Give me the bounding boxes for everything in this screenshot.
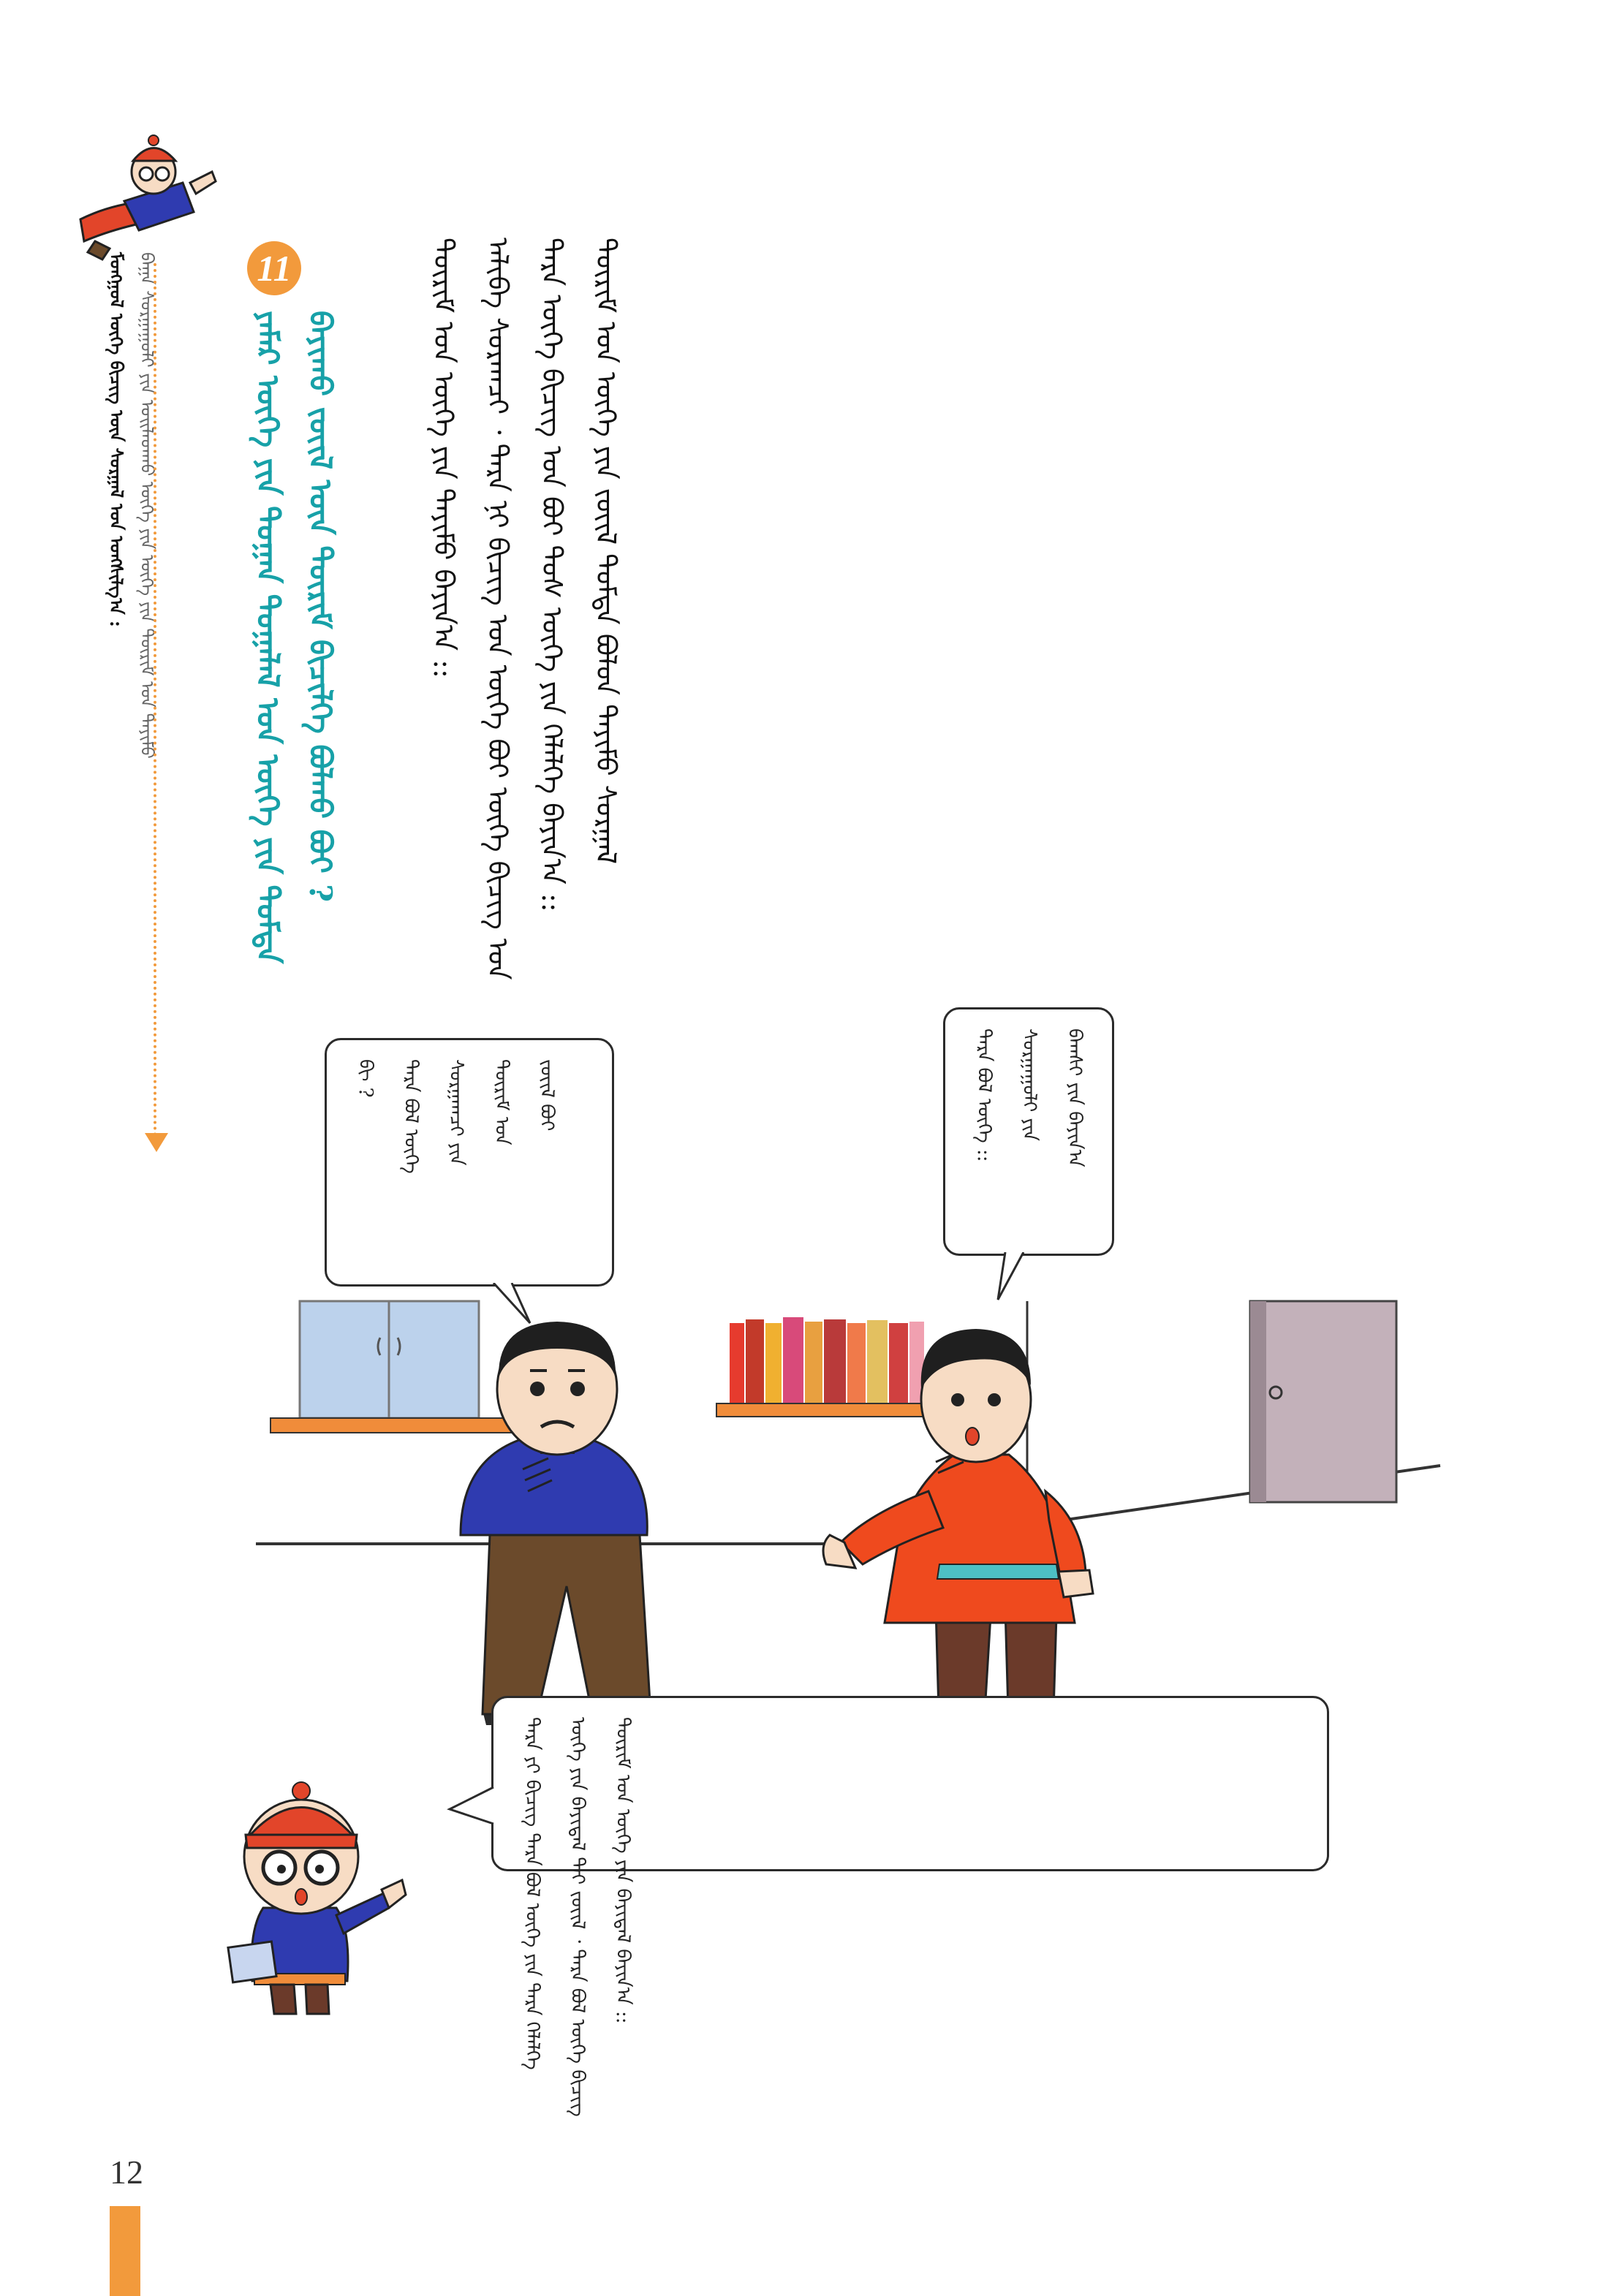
header-dotted-line xyxy=(154,263,156,1137)
body-line: ᠠᠯᠢᠪᠠ ᠰᠤᠷᠠᠭᠴᠢ ᠂ ᠲᠡᠷᠡ ᠨᠢ ᠪᠢᠴᠢᠭ᠌ ᠤᠨ ᠦᠭᠡ ᠪᠤᠢ ᠦᠭᠡ ᠪᠢᠴᠢᠭ᠌ ᠤᠨ xyxy=(482,238,514,980)
bubble-line: ᠪᠢ ? xyxy=(355,1059,377,1098)
student-speech-bubble xyxy=(943,1007,1114,1256)
running-header-bold: ᠮᠣᠩᠭᠣᠯ ᠦᠭᠡ ᠪᠢᠴᠢᠭ᠌ ᠦᠨ ᠰᠤᠷᠭᠠᠯ ᠤᠨ ᠤᠩᠰᠢᠯᠭ᠎ᠠ : xyxy=(106,252,127,627)
mascot-boy-icon xyxy=(219,1762,409,2025)
lesson-number-badge: 11 xyxy=(247,241,301,295)
body-line: ᠳᠦᠷᠢᠮ ᠤᠨ ᠦᠭᠡ ᠶᠢᠨ ᠵᠦᠢᠯ ᠳᠤᠮᠳᠠ ᠪᠣᠯᠤᠨ ᠲᠡᠶᠢᠮᠦ ᠰᠤᠷᠭᠠᠯ xyxy=(590,238,622,865)
door xyxy=(1250,1301,1396,1502)
running-header-light: ᠪᠠᠭᠠ ᠰᠤᠷᠭᠠᠭᠤᠯᠢ ᠶᠢᠨ ᠤᠢᠯᠠᠳᠬᠤ ᠦᠭᠡ ᠶᠢᠨ ᠦᠭᠡ ᠶᠢᠨ ᠳᠦᠷᠢᠮ ᠤᠨ ᠲᠡᠶᠢᠮᠦ xyxy=(137,252,157,759)
mascot-speech-bubble xyxy=(491,1696,1329,2117)
body-text xyxy=(417,238,633,980)
page-number: 12 xyxy=(110,2153,143,2191)
bubble-line: ᠲᠡᠷᠡ ᠪᠤᠯ ᠦᠭᠡ :: xyxy=(973,1028,995,1162)
flying-mascot-icon xyxy=(66,132,227,270)
mascot-speech-text xyxy=(510,1717,646,2117)
lesson-title xyxy=(241,311,347,969)
bubble-line: ᠵᠦᠢᠯ ᠪᠤᠢ xyxy=(536,1059,558,1132)
body-line: ᠲᠡᠷᠡ ᠦᠭᠡ ᠪᠢᠴᠢᠭ᠌ ᠤᠨ ᠪᠤᠢ ᠲᠤᠰ ᠦᠭᠡ ᠶᠢᠨ ᠬᠡᠯᠡᠯᠭᠡ ᠪᠠᠶᠢᠨ᠎ᠠ :: xyxy=(536,238,568,912)
bubble-line: ᠳᠦᠷᠢᠮ ᠤᠨ xyxy=(491,1059,512,1145)
body-line: ᠳᠦᠷᠢᠮ ᠤᠨ ᠦᠭᠡ ᠶᠢᠨ ᠲᠡᠶᠢᠮᠦ ᠪᠠᠶᠢᠨ᠎ᠠ :: xyxy=(428,238,460,678)
bubble-line: ᠳᠦᠷᠢᠮ ᠤᠨ ᠦᠭᠡ ᠶᠢᠨ ᠪᠠᠶᠢᠳᠠᠯ ᠪᠠᠶᠢᠨ᠎ᠠ :: xyxy=(612,1717,634,2024)
teacher-speech-bubble xyxy=(325,1038,614,1287)
bubble-line: ᠪᠠᠭᠰᠢ ᠶᠢᠨ ᠪᠠᠶᠢᠨ᠎ᠠ xyxy=(1064,1028,1086,1167)
bubble-line: ᠲᠡᠷᠡ ᠶᠢ ᠪᠢᠴᠢᠭ᠌ ᠲᠡᠷᠡ ᠪᠤᠯ ᠦᠭᠡ ᠶᠢᠨ ᠲᠡᠷᠡ ᠬᠡᠯᠡᠯᠭᠡ xyxy=(521,1717,543,2070)
mascot-bubble-tail xyxy=(446,1784,504,1827)
bubble-line: ᠰᠤᠷᠭᠠᠭᠤᠯᠢ ᠶᠢᠨ xyxy=(1018,1028,1040,1141)
window xyxy=(270,1301,512,1433)
bubble-line: ᠲᠡᠷᠡ ᠪᠤᠯ ᠦᠭᠡ xyxy=(400,1059,422,1174)
bubble-line: ᠰᠤᠷᠭᠠᠭᠴᠢ ᠶᠢᠨ xyxy=(445,1059,467,1166)
student-speech-text xyxy=(961,1028,1097,1233)
lesson-title-line: ᠶᠠᠮᠠᠷ ᠦᠭᠡ ᠶᠢᠨ ᠲᠣᠭᠠᠨ ᠲᠣᠭᠠᠯᠠᠯ ᠤᠨ ᠦᠭᠡ ᠶᠢᠨ ᠳᠤᠮᠳᠠ xyxy=(250,311,286,964)
teacher-bubble-tail xyxy=(490,1283,534,1327)
lesson-title-line: ᠪᠠᠶᠢᠬᠤ ᠵᠦᠢᠯ ᠦᠨ ᠳᠦᠷᠢᠮ ᠪᠢᠴᠢᠯᠭᠡ ᠪᠣᠯᠬᠤ ᠪᠤᠢ ? xyxy=(303,311,338,903)
student-bubble-tail xyxy=(994,1252,1031,1303)
teacher-speech-text xyxy=(343,1059,570,1264)
header-arrow-icon xyxy=(145,1133,168,1152)
page-tab-bar xyxy=(110,2206,140,2296)
teacher-figure xyxy=(461,1322,651,1725)
bubble-line: ᠦᠭᠡ ᠶᠢᠨ ᠪᠠᠶᠢᠳᠠᠯ ᠲᠠᠢ ᠵᠦᠢᠯ ᠂ ᠲᠡᠷᠡ ᠪᠤᠯ ᠦᠭᠡ ᠪᠢᠴᠢᠭ᠌ xyxy=(567,1717,589,2117)
